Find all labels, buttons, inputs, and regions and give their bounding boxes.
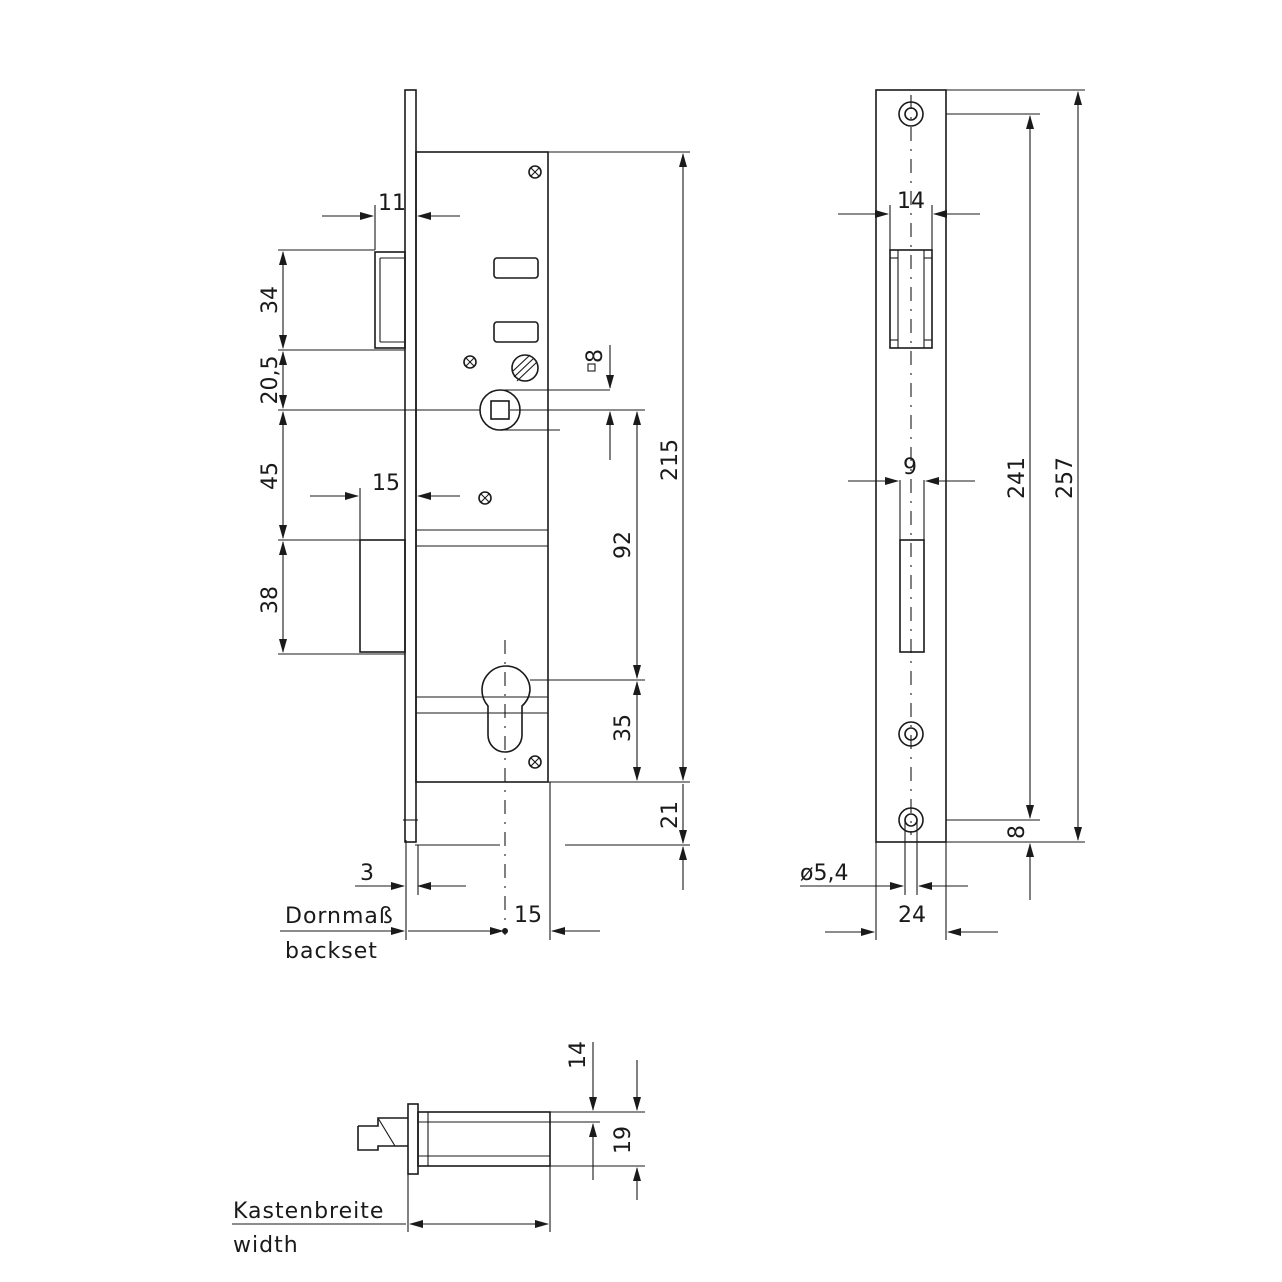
screw-icon: [529, 756, 541, 768]
dim-8-plate: 8: [1005, 825, 1030, 839]
dim-14-plate: 14: [897, 189, 925, 214]
faceplate: [405, 90, 416, 842]
top-view: [232, 1041, 645, 1258]
dim-14-case: 14: [566, 1041, 591, 1069]
dim-dia-5-4: ø5,4: [800, 861, 849, 886]
dim-24: 24: [898, 903, 926, 928]
dim-38: 38: [258, 586, 283, 614]
backset-label-de: Dornmaß: [285, 904, 394, 929]
dim-15-latch: 15: [372, 471, 400, 496]
case-width-label-en: width: [233, 1233, 299, 1258]
dim-20-5: 20,5: [258, 355, 283, 405]
dim-3: 3: [360, 861, 374, 886]
bolt-opening: [900, 540, 924, 652]
spindle-guide-icon: [512, 355, 538, 381]
latch-bolt: [375, 252, 405, 348]
top-faceplate: [408, 1104, 418, 1174]
dim-19: 19: [611, 1126, 636, 1154]
screw-icon: [479, 492, 491, 504]
faceplate-view: [800, 90, 1085, 940]
dead-bolt: [360, 540, 405, 652]
dim-9: 9: [903, 455, 917, 480]
dim-34: 34: [258, 286, 283, 314]
top-bolt: [358, 1118, 408, 1150]
screw-icon: [529, 166, 541, 178]
front-view: [258, 90, 690, 964]
dim-8-square: 8: [583, 349, 608, 363]
backset-label-en: backset: [285, 939, 378, 964]
top-case: [418, 1112, 550, 1166]
follower-icon: [480, 390, 620, 430]
case-width-label-de: Kastenbreite: [233, 1199, 385, 1224]
dim-21: 21: [658, 801, 683, 829]
dim-11: 11: [378, 191, 406, 216]
dim-215: 215: [658, 439, 683, 481]
dim-35: 35: [611, 714, 636, 742]
screw-icon: [464, 356, 476, 368]
dim-241: 241: [1005, 457, 1030, 499]
dim-257: 257: [1053, 457, 1078, 499]
dim-45: 45: [258, 462, 283, 490]
dim-92: 92: [611, 531, 636, 559]
cylinder-profile: [482, 666, 530, 752]
dim-15-backset: 15: [514, 903, 542, 928]
square-spindle-icon: [588, 364, 595, 371]
